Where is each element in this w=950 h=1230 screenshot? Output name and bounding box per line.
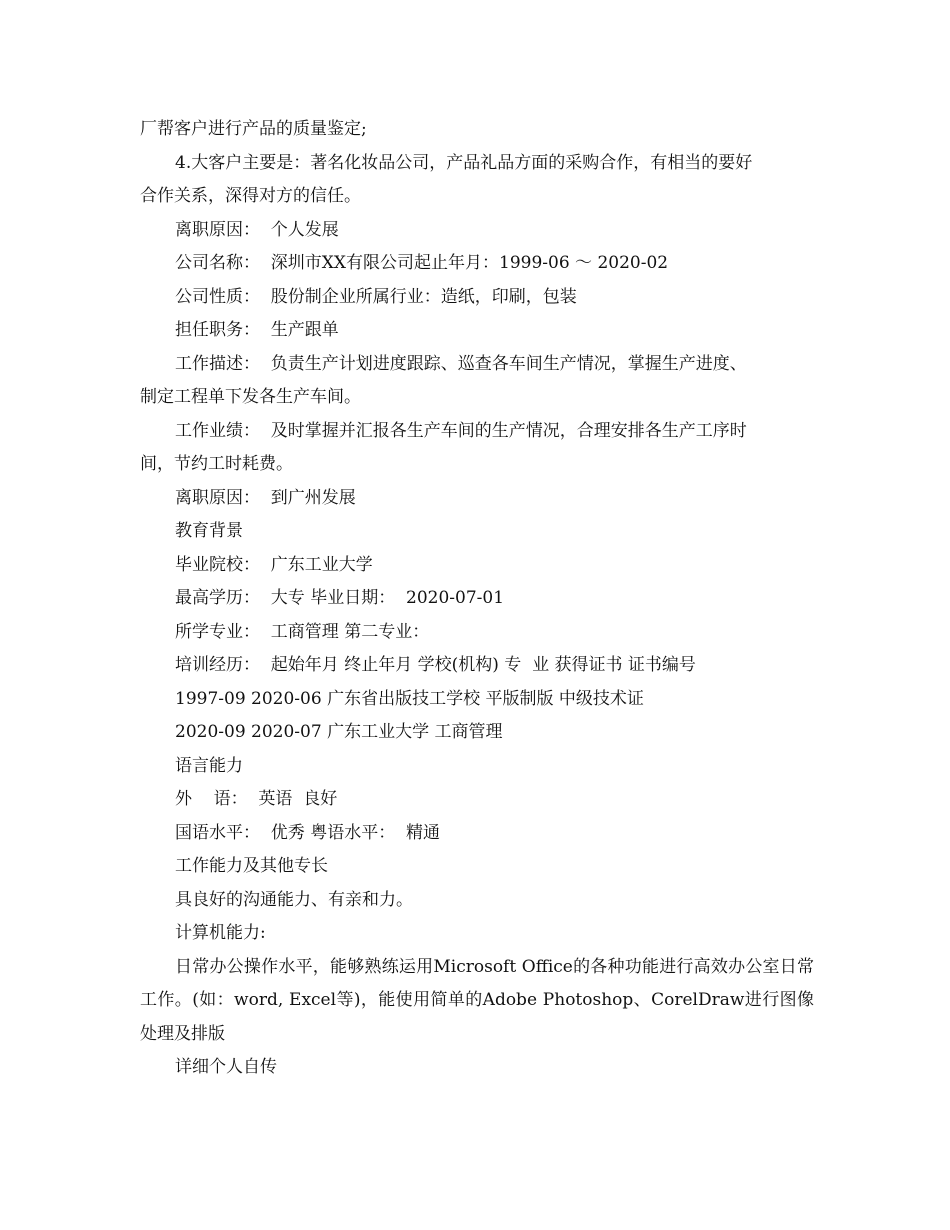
- section-heading: 工作能力及其他专长: [175, 856, 328, 876]
- section-heading: 详细个人自传: [175, 1057, 277, 1077]
- text-line: 4.大客户主要是：著名化妆品公司，产品礼品方面的采购合作，有相当的要好: [175, 152, 753, 173]
- text-line: 最高学历： 大专 毕业日期： 2020-07-01: [175, 588, 505, 608]
- text-line: 毕业院校： 广东工业大学: [175, 554, 373, 575]
- text-line: 所学专业： 工商管理 第二专业：: [175, 621, 430, 642]
- text-line: 国语水平： 优秀 粤语水平： 精通: [175, 822, 441, 843]
- text-line: 离职原因： 个人发展: [175, 219, 339, 240]
- section-heading: 语言能力: [175, 755, 243, 776]
- text-line: 培训经历： 起始年月 终止年月 学校(机构) 专 业 获得证书 证书编号: [175, 655, 696, 675]
- text-line: 1997-09 2020-06 广东省出版技工学校 平版制版 中级技术证: [175, 688, 644, 709]
- text-line: 具良好的沟通能力、有亲和力。: [175, 889, 413, 910]
- text-line: 离职原因： 到广州发展: [175, 487, 356, 508]
- text-line: 担任职务： 生产跟单: [175, 320, 339, 340]
- document-page: [140, 113, 814, 1085]
- text-line: 制定工程单下发各生产车间。: [140, 387, 361, 407]
- section-heading: 教育背景: [175, 521, 243, 541]
- text-line: 工作业绩： 及时掌握并汇报各生产车间的生产情况，合理安排各生产工序时: [175, 420, 747, 441]
- text-line: 公司性质： 股份制企业所属行业：造纸，印刷，包装: [175, 286, 577, 307]
- text-line: 计算机能力:: [175, 923, 266, 943]
- text-line: 间，节约工时耗费。: [140, 454, 293, 474]
- text-line: 厂帮客户进行产品的质量鉴定;: [140, 119, 367, 139]
- paragraph: 日常办公操作水平，能够熟练运用Microsoft Office的各种功能进行高效办公室日常工作。(如：word, Excel等)，能使用简单的Adobe Photoshop、CorelDraw进行图像处理及排版: [140, 956, 814, 1044]
- text-line: 工作描述： 负责生产计划进度跟踪、巡查各车间生产情况，掌握生产进度、: [175, 353, 747, 374]
- text-line: 合作关系，深得对方的信任。: [140, 186, 361, 206]
- text-line: 外 语： 英语 良好: [175, 789, 338, 809]
- text-line: 2020-09 2020-07 广东工业大学 工商管理: [175, 722, 503, 742]
- text-line: 公司名称： 深圳市XX有限公司起止年月：1999-06 ～ 2020-02: [175, 253, 669, 273]
